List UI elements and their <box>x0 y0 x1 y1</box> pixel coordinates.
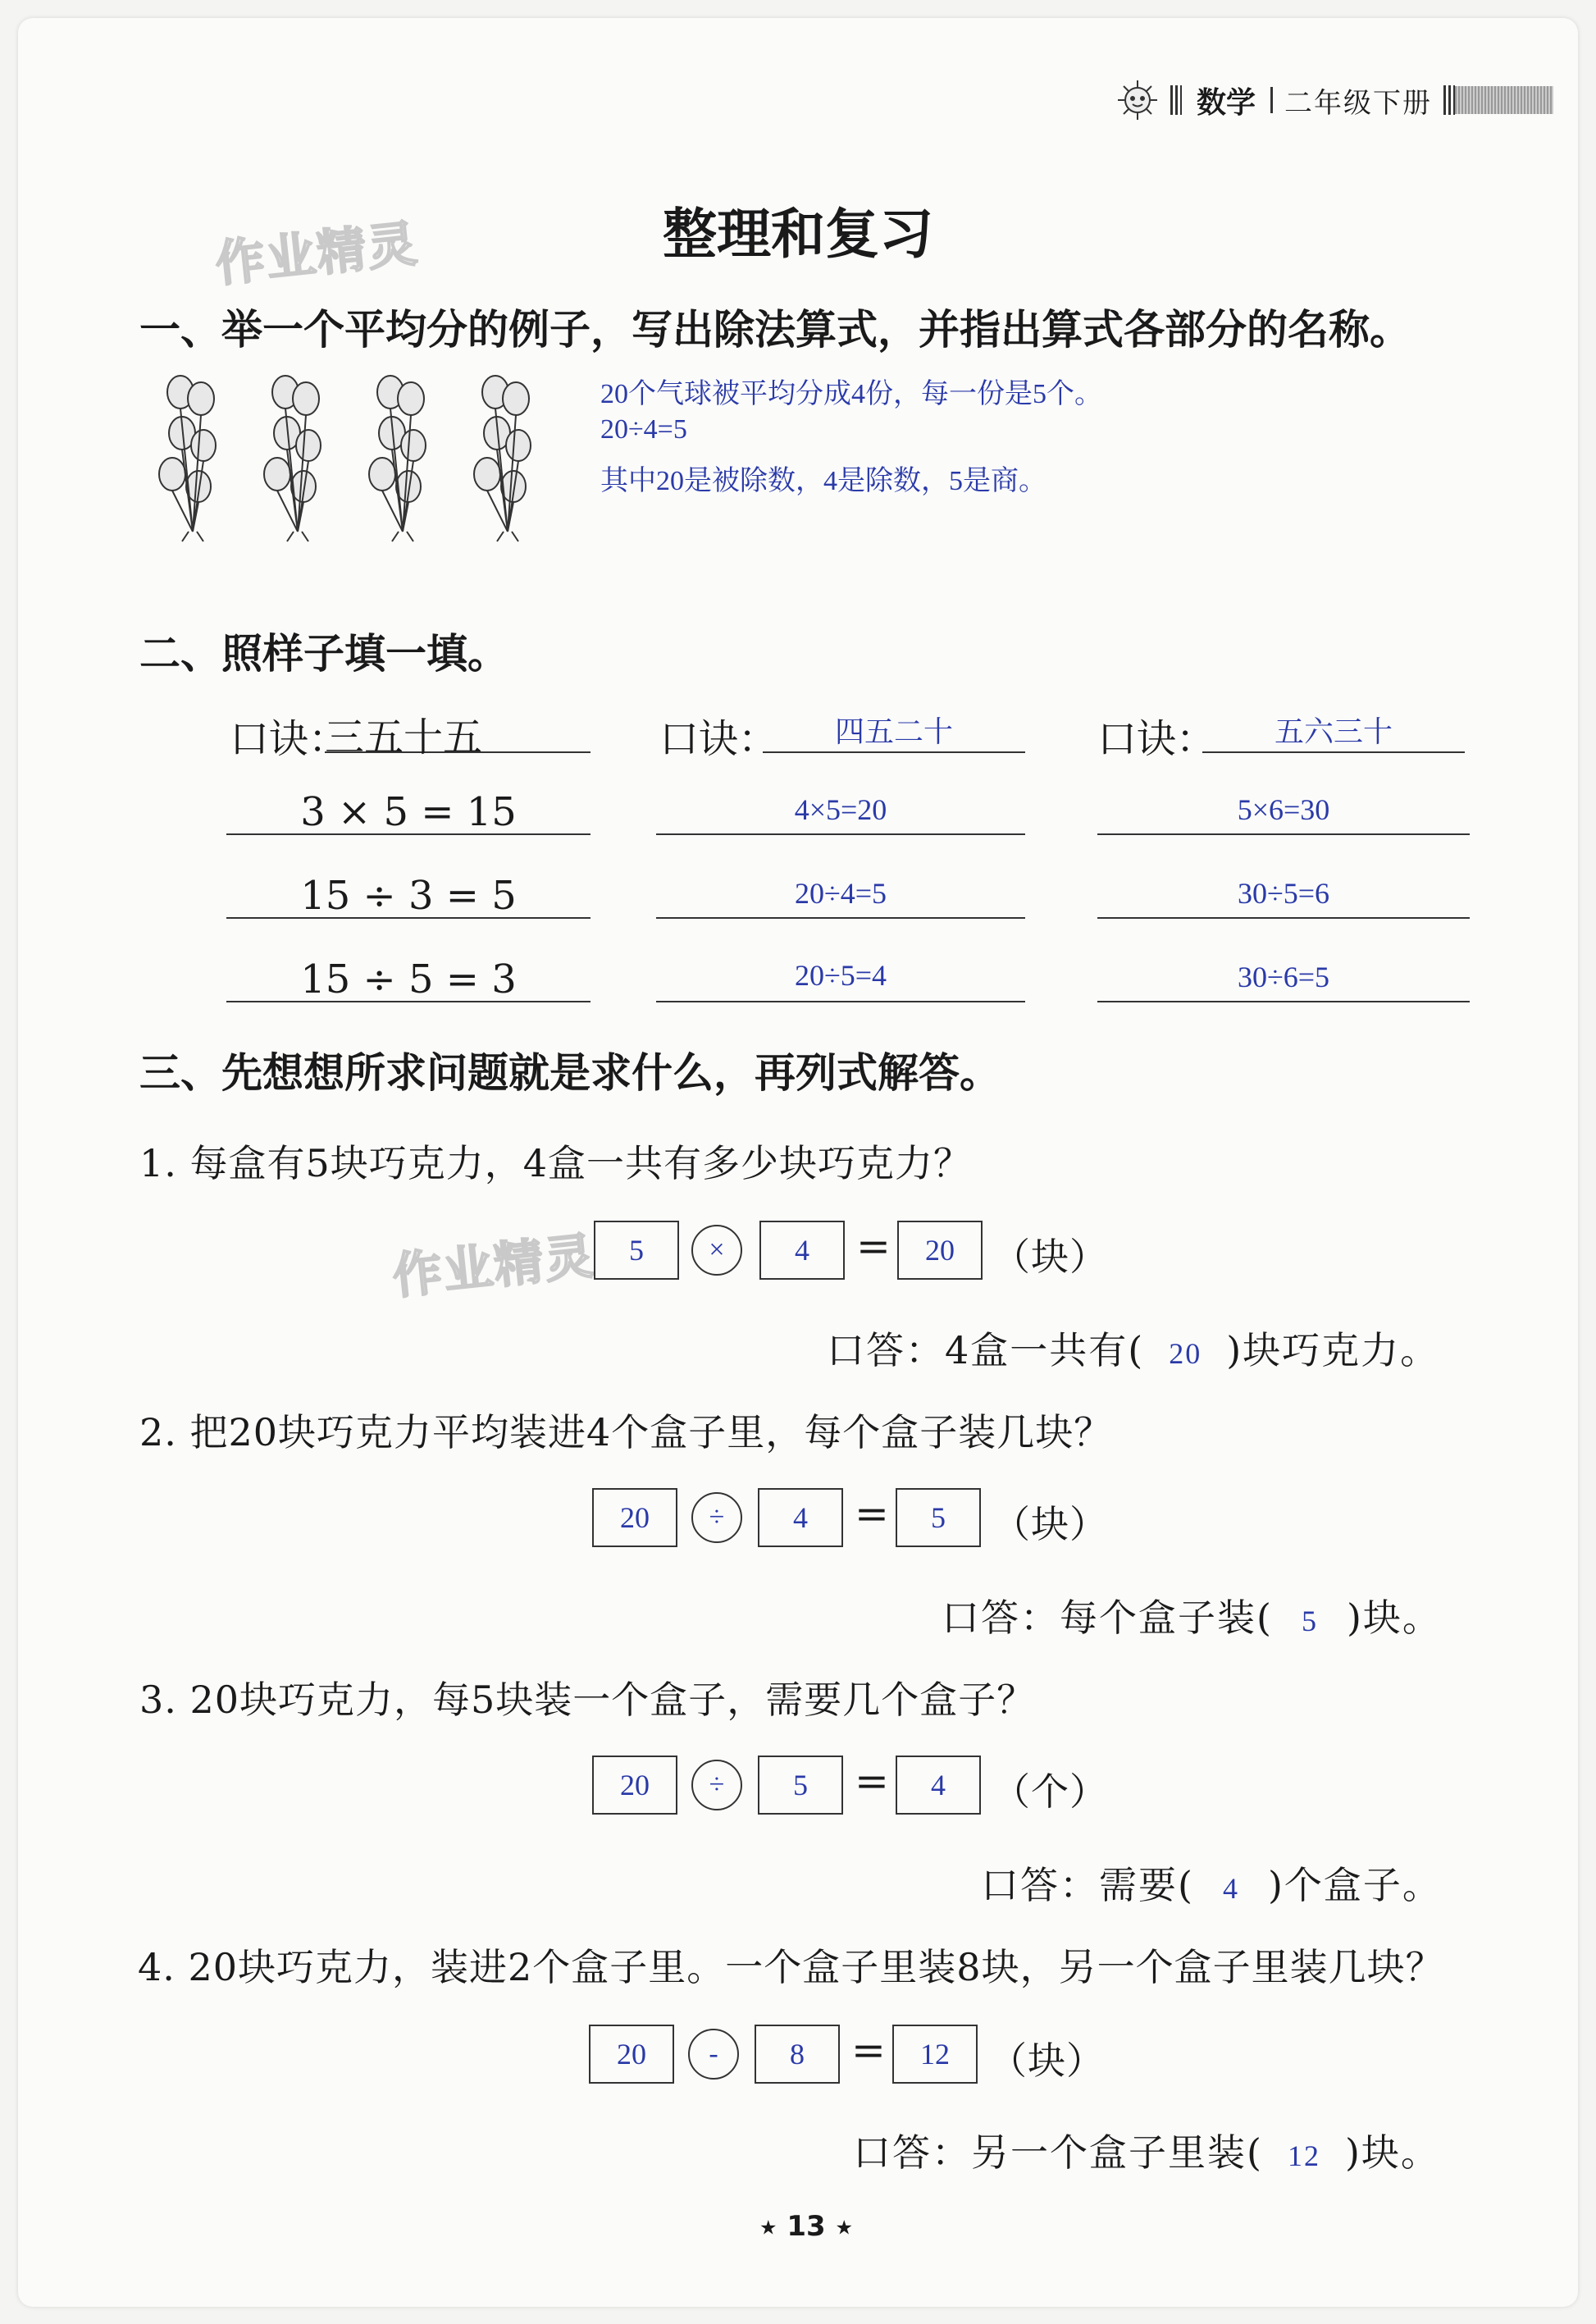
q4-unit: （块） <box>989 2039 1105 2083</box>
page-title: 整理和复习 <box>663 203 933 266</box>
formula-example: 15 ÷ 3 = 5 <box>300 873 517 919</box>
answer-prefix: 口答： <box>827 1328 945 1372</box>
answer-prefix: 口答： <box>981 1863 1099 1907</box>
q1-operand-b: 4 <box>759 1221 845 1280</box>
answer-prefix: 口答： <box>853 2130 971 2175</box>
q2-operand-a: 20 <box>592 1488 677 1547</box>
q2-result: 5 <box>896 1488 981 1547</box>
q4-operand-a: 20 <box>589 2025 674 2084</box>
q2-equals: = <box>855 1490 889 1537</box>
header-bars-left <box>1170 85 1182 115</box>
q3-equals: = <box>855 1757 889 1805</box>
mnemonic-answer: 四五二十 <box>834 715 953 748</box>
sun-mascot-icon <box>1111 75 1164 125</box>
q1-operator: × <box>691 1225 742 1276</box>
answer-before: 4盒一共有( <box>945 1328 1145 1372</box>
q2-unit: （块） <box>992 1502 1108 1546</box>
answer-value: 12 <box>1287 2139 1320 2172</box>
section-3-heading: 三、先想想所求问题就是求什么，再列式解答。 <box>139 1049 1001 1097</box>
page-number <box>759 2210 853 2243</box>
star-icon: ★ <box>759 2216 777 2240</box>
mnemonic-example: 三五十五 <box>325 715 483 760</box>
watermark-logo: 作业精灵 <box>390 1227 599 1306</box>
answer-after: )块。 <box>1346 1596 1442 1640</box>
q3-unit: （个） <box>992 1769 1108 1814</box>
formula-answer: 5×6=30 <box>1237 793 1330 826</box>
question-2-text: 2. 把20块巧克力平均装进4个盒子里，每个盒子装几块？ <box>139 1410 1113 1454</box>
section-2-heading: 二、照样子填一填。 <box>139 630 508 678</box>
q1-answer <box>827 1321 1439 1375</box>
answer-before: 另一个盒子里装( <box>971 2130 1263 2175</box>
section-1-heading: 一、举一个平均分的例子，写出除法算式，并指出算式各部分的名称。 <box>139 306 1411 354</box>
formula-answer: 30÷5=6 <box>1237 877 1330 910</box>
answer-before: 需要( <box>1099 1863 1194 1907</box>
star-icon: ★ <box>835 2216 854 2240</box>
q1-operand-a: 5 <box>594 1221 679 1280</box>
formula-example: 15 ÷ 5 = 3 <box>300 957 517 1002</box>
answer-after: )个盒子。 <box>1267 1863 1442 1907</box>
mnemonic-label: 口诀： <box>659 716 778 762</box>
answer-prefix: 口答： <box>942 1596 1060 1640</box>
q3-result: 4 <box>896 1756 981 1815</box>
q1-result: 20 <box>897 1221 983 1280</box>
q2-operand-b: 4 <box>758 1488 843 1547</box>
mnemonic-label: 口诀： <box>230 716 349 762</box>
answer-after: )块巧克力。 <box>1226 1328 1440 1372</box>
page-header <box>1111 75 1553 125</box>
mnemonic-answer: 五六三十 <box>1274 715 1393 748</box>
mnemonic-label: 口诀： <box>1097 716 1216 762</box>
question-3-text: 3. 20块巧克力，每5块装一个盒子，需要几个盒子？ <box>139 1678 1036 1722</box>
watermark-logo: 作业精灵 <box>212 215 422 294</box>
section-1-answer-line: 20个气球被平均分成4份，每一份是5个。 <box>600 379 1102 409</box>
q2-operator: ÷ <box>691 1492 742 1543</box>
answer-value: 20 <box>1169 1337 1202 1370</box>
q1-unit: （块） <box>992 1235 1108 1279</box>
q4-operand-b: 8 <box>755 2025 840 2084</box>
q4-answer <box>853 2123 1440 2177</box>
formula-example: 3 × 5 = 15 <box>300 789 517 835</box>
q3-operand-a: 20 <box>592 1756 677 1815</box>
answer-before: 每个盒子装( <box>1060 1596 1273 1640</box>
balloons-illustration <box>148 368 541 556</box>
question-4-text: 4. 20块巧克力，装进2个盒子里。一个盒子里装8块，另一个盒子里装几块？ <box>138 1945 1444 1989</box>
q4-equals: = <box>851 2026 886 2074</box>
header-subject: 数学 <box>1197 85 1256 120</box>
formula-answer: 30÷6=5 <box>1237 961 1330 993</box>
q3-operator: ÷ <box>691 1760 742 1810</box>
formula-answer: 20÷5=4 <box>794 959 887 992</box>
header-grade: 二年级下册 <box>1284 86 1433 120</box>
q3-answer <box>981 1856 1442 1910</box>
q1-equals: = <box>856 1222 891 1270</box>
answer-after: )块。 <box>1344 2130 1440 2175</box>
formula-answer: 20÷4=5 <box>794 877 887 910</box>
q3-operand-b: 5 <box>758 1756 843 1815</box>
page-number-value: 13 <box>787 2210 826 2243</box>
header-bars-right <box>1443 85 1455 115</box>
answer-value: 4 <box>1222 1872 1239 1905</box>
header-separator <box>1270 87 1273 113</box>
q2-answer <box>942 1588 1442 1642</box>
question-1-text: 1. 每盒有5块巧克力，4盒一共有多少块巧克力？ <box>139 1141 973 1185</box>
answer-value: 5 <box>1301 1605 1318 1637</box>
q4-result: 12 <box>892 2025 978 2084</box>
section-1-answer-line: 20÷4=5 <box>600 414 687 445</box>
formula-answer: 4×5=20 <box>794 793 887 826</box>
q4-operator: - <box>688 2029 739 2080</box>
header-shade <box>1455 86 1553 114</box>
section-1-answer-line: 其中20是被除数，4是除数，5是商。 <box>600 466 1047 496</box>
